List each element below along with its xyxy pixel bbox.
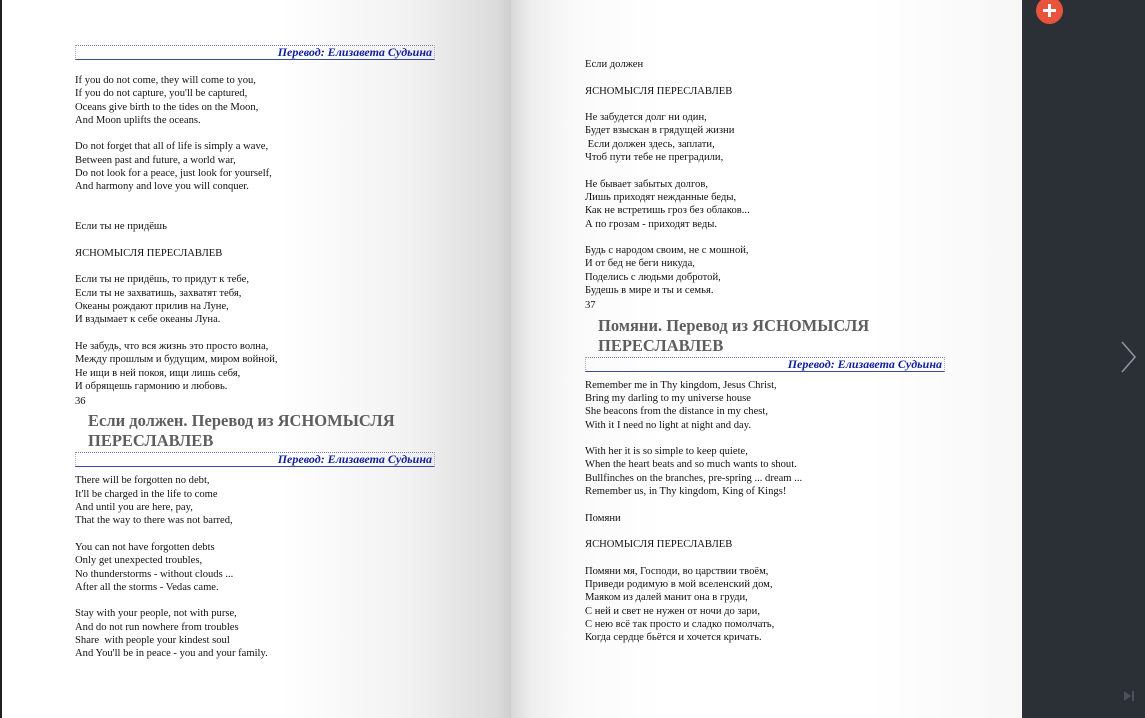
poem-line: Помяни мя, Господи, во царствии твоём, bbox=[585, 565, 769, 577]
poem-line: Лишь приходят нежданные беды, bbox=[585, 191, 737, 203]
skip-to-end-icon[interactable] bbox=[1122, 690, 1136, 702]
stanza bbox=[75, 340, 435, 393]
poem-line: Bullfinches on the branches, pre-spring ... dream ... bbox=[585, 472, 803, 484]
poem-line: И вздымает к себе океаны Луна. bbox=[75, 314, 221, 326]
translator-credit: Перевод: Елизавета Судьина bbox=[75, 452, 435, 467]
poem-line: Не ищи в ней покоя, ищи лишь себя, bbox=[75, 367, 241, 379]
poem-line: Remember us, in Thy kingdom, King of Kings! bbox=[585, 486, 787, 498]
stanza bbox=[585, 445, 945, 498]
original-author: ЯСНОМЫСЛЯ ПЕРЕСЛАВЛЕВ bbox=[75, 247, 223, 259]
poem-line: Приведи родимую в мой вселенский дом, bbox=[585, 579, 773, 591]
original-title: Помяни bbox=[585, 512, 621, 524]
stanza bbox=[75, 273, 435, 326]
poem-line: And You'll be in peace - you and your family. bbox=[75, 648, 268, 660]
poem-line: You can not have forgotten debts bbox=[75, 541, 215, 553]
poem-line: And until you are here, pay, bbox=[75, 502, 193, 514]
stanza bbox=[585, 244, 945, 297]
poem-line: Stay with your people, not with purse, bbox=[75, 608, 237, 620]
poem-line: Between past and future, a world war, bbox=[75, 154, 236, 166]
original-title: Если ты не придёшь bbox=[75, 221, 167, 233]
section-title-line-1: Помяни. Перевод из ЯСНОМЫСЛЯ bbox=[598, 315, 870, 335]
page-number: 37 bbox=[585, 300, 596, 312]
poem-line: If you do not capture, you'll be captured, bbox=[75, 88, 248, 100]
poem-line: That the way to there was not barred, bbox=[75, 515, 233, 527]
poem-line: Поделись с людьми добротой, bbox=[585, 271, 721, 283]
poem-line: And do not run nowhere from troubles bbox=[75, 621, 239, 633]
poem-line: А по грозам - приходят веды. bbox=[585, 218, 717, 230]
left-page-content bbox=[75, 45, 435, 661]
left-page[interactable] bbox=[0, 0, 511, 718]
section-title bbox=[585, 316, 945, 356]
section-title-line-1: Если должен. Перевод из ЯСНОМЫСЛЯ bbox=[88, 411, 395, 431]
stanza bbox=[75, 140, 435, 193]
translator-credit: Перевод: Елизавета Судьина bbox=[75, 45, 435, 60]
poem-line: Only get unexpected troubles, bbox=[75, 555, 203, 567]
poem-line: С ней и свет не нужен от ночи до зари, bbox=[585, 605, 760, 617]
poem-line: Bring my darling to my universe house bbox=[585, 392, 751, 404]
chevron-right-icon[interactable] bbox=[1118, 340, 1138, 374]
stanza bbox=[585, 565, 945, 645]
poem-line: Маяком из далей манит она в груди, bbox=[585, 592, 748, 604]
poem-line: Будет взыскан в грядущей жизни bbox=[585, 125, 735, 137]
poem-line: And Moon uplifts the oceans. bbox=[75, 114, 201, 126]
poem-line: No thunderstorms - without clouds ... bbox=[75, 568, 234, 580]
section-title-line-2: ПЕРЕСЛАВЛЕВ bbox=[88, 431, 214, 451]
poem-line: She beacons from the distance in my chest, bbox=[585, 406, 768, 418]
poem-line: Не забудь, что вся жизнь это просто волна, bbox=[75, 340, 269, 352]
section-title bbox=[75, 411, 435, 451]
poem-line: Remember me in Thy kingdom, Jesus Christ, bbox=[585, 379, 777, 391]
stanza bbox=[585, 178, 945, 231]
poem-line: Чтоб пути тебе не преградили, bbox=[585, 152, 724, 164]
poem-line: И от бед не беги никуда, bbox=[585, 258, 695, 270]
poem-line: Oceans give birth to the tides on the Moon, bbox=[75, 101, 259, 113]
poem-line: When the heart beats and so much wants to shout. bbox=[585, 459, 797, 471]
poem-line: Когда сердце бьётся и хочется кричать. bbox=[585, 632, 762, 644]
right-page[interactable] bbox=[511, 0, 1022, 718]
poem-line: Share with people your kindest soul bbox=[75, 634, 230, 646]
poem-line: Если должен здесь, заплати, bbox=[585, 138, 715, 150]
poem-line: Океаны рождают прилив на Луне, bbox=[75, 301, 229, 313]
poem-line: Как не встретишь гроз без облаков... bbox=[585, 205, 750, 217]
poem-line: Не забудется долг ни один, bbox=[585, 112, 707, 124]
stanza bbox=[585, 111, 945, 164]
poem-line: With her it is so simple to keep quiete, bbox=[585, 446, 748, 458]
stanza bbox=[585, 379, 945, 432]
poem-line: After all the storms - Vedas came. bbox=[75, 581, 219, 593]
poem-line: It'll be charged in the life to come bbox=[75, 488, 218, 500]
original-author: ЯСНОМЫСЛЯ ПЕРЕСЛАВЛЕВ bbox=[585, 85, 733, 97]
right-page-content bbox=[585, 58, 945, 645]
section-title-line-2: ПЕРЕСЛАВЛЕВ bbox=[598, 335, 724, 355]
poem-line: Если ты не захватишь, захватят тебя, bbox=[75, 287, 242, 299]
stanza bbox=[75, 74, 435, 127]
poem-line: With it I need no light at night and day. bbox=[585, 419, 751, 431]
poem-line: There will be forgotten no debt, bbox=[75, 475, 210, 487]
poem-line: Если ты не придёшь, то придут к тебе, bbox=[75, 274, 249, 286]
original-title: Если должен bbox=[585, 59, 644, 70]
poem-line: Будешь в мире и ты и семья. bbox=[585, 285, 714, 297]
poem-line: Между прошлым и будущим, миром войной, bbox=[75, 354, 278, 366]
poem-line: Будь с народом своим, не с мошной, bbox=[585, 245, 749, 257]
poem-line: And harmony and love you will conquer. bbox=[75, 181, 249, 193]
stanza bbox=[75, 474, 435, 527]
poem-line: И обрящешь гармонию и любовь. bbox=[75, 380, 228, 392]
stanza bbox=[75, 607, 435, 660]
original-author: ЯСНОМЫСЛЯ ПЕРЕСЛАВЛЕВ bbox=[585, 539, 733, 551]
poem-line: Do not forget that all of life is simply a wave, bbox=[75, 141, 269, 153]
stanza bbox=[75, 541, 435, 594]
poem-line: С нею всё так просто и сладко помолчать, bbox=[585, 618, 775, 630]
page-number: 36 bbox=[75, 396, 86, 408]
poem-line: If you do not come, they will come to you, bbox=[75, 75, 256, 86]
poem-line: Do not look for a peace, just look for yourself, bbox=[75, 168, 272, 180]
translator-credit: Перевод: Елизавета Судьина bbox=[585, 357, 945, 372]
poem-line: Не бывает забытых долгов, bbox=[585, 178, 709, 190]
